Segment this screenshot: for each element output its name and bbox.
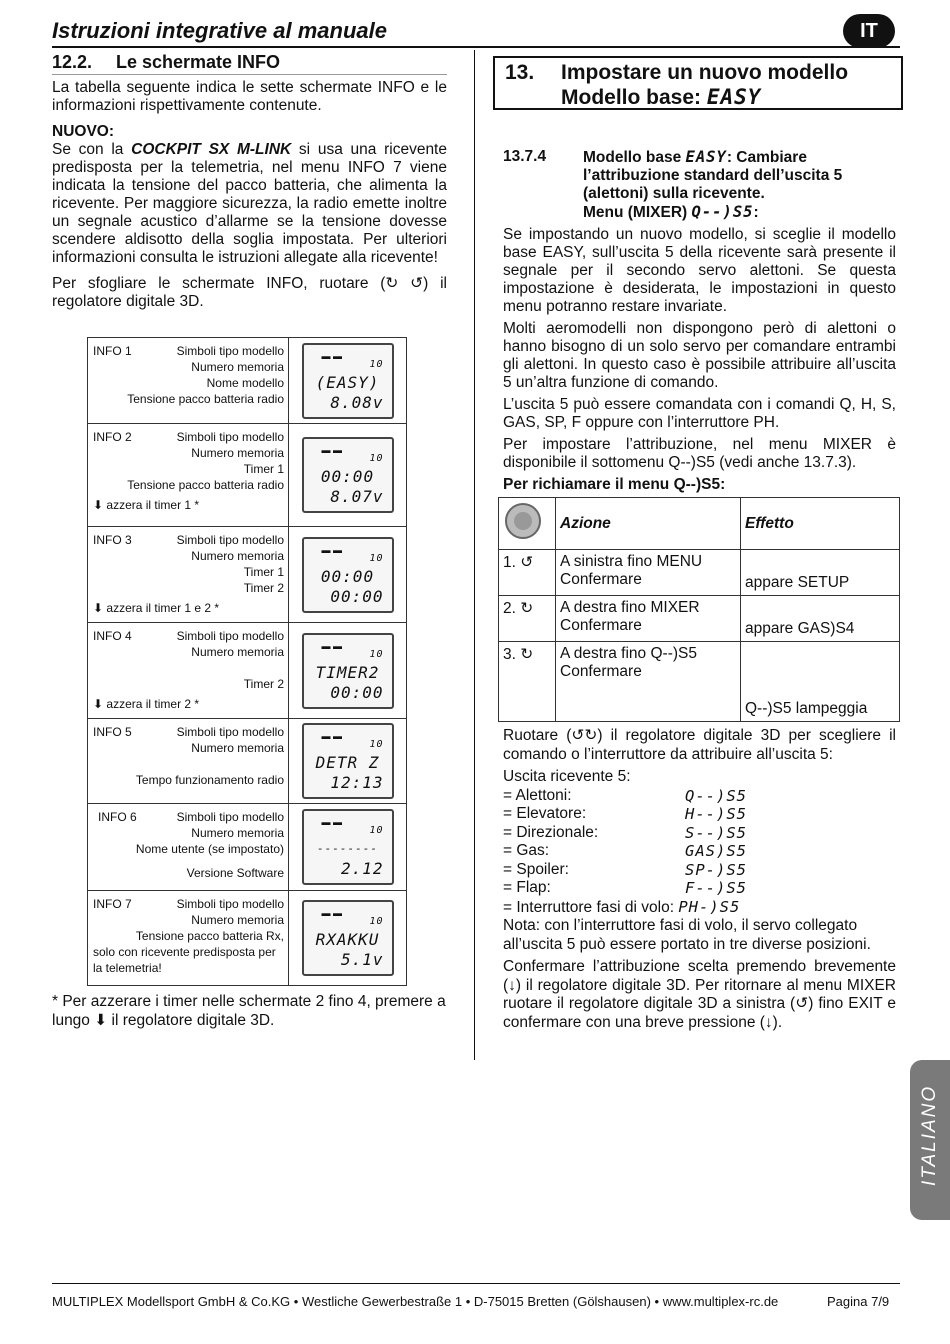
- intro-paragraph: La tabella seguente indica le sette schermate INFO e le informazioni rispettivamente contenute.: [52, 79, 447, 114]
- browse-paragraph: Per sfogliare le schermate INFO, ruotare (↻ ↺) il regolatore digitale 3D.: [52, 275, 447, 310]
- footer-rule: [52, 1283, 900, 1284]
- table-header-row: Azione Effetto: [499, 498, 900, 550]
- info-footnote: ⬇ azzera il timer 1 e 2 *: [93, 601, 220, 615]
- lcd-screen: ▬ ▬ 10 -------- 2.12: [302, 809, 394, 885]
- right-column: [503, 148, 896, 494]
- note-paragraph: Nota: con l’interruttore fasi di volo, il servo collegato all’uscita 5 può essere portato in tre diverse posizioni.: [503, 917, 871, 953]
- language-badge: IT: [843, 14, 895, 48]
- section-13-heading-box: 13. Impostare un nuovo modello Modello base: EASY: [493, 56, 903, 110]
- info-row: INFO 2 Simboli tipo modello Numero memoria Timer 1 Tensione pacco batteria radio ⬇ azzera il timer 1 * ▬ ▬ 10 00:00 8.07v: [88, 424, 406, 527]
- list-item: = Direzionale: S--)S5: [503, 823, 747, 842]
- menu-steps-table: [498, 497, 900, 722]
- side-tab-label: ITALIANO: [919, 1084, 940, 1186]
- info-tag: INFO 6: [98, 810, 137, 824]
- section-number: 12.2.: [52, 52, 93, 72]
- left-column: [52, 53, 447, 319]
- lcd-screen: ▬ ▬ 10 RXAKKU 5.1v: [302, 900, 394, 976]
- info-tag: INFO 3: [93, 533, 132, 547]
- section-12-2-heading: [52, 53, 447, 75]
- paragraph-3: L’uscita 5 può essere comandata con i comandi Q, H, S, GAS, SP, F oppure con l’interruttore PH.: [503, 396, 896, 431]
- output-label: Uscita ricevente 5:: [503, 768, 631, 785]
- info-row: INFO 6 Simboli tipo modello Numero memoria Nome utente (se impostato) Versione Software ▬ ▬ 10 -------- 2.12: [88, 804, 406, 891]
- table-row: 3. ↻ A destra fino Q--)S5 Confermare Q--)S5 lampeggia: [499, 642, 900, 722]
- list-item: = Spoiler: SP-)S5: [503, 860, 747, 879]
- info-tag: INFO 1: [93, 344, 132, 358]
- page-header-title: Istruzioni integrative al manuale: [52, 18, 387, 43]
- list-item: = Interruttore fasi di volo: PH-)S5: [503, 897, 741, 916]
- list-item: = Alettoni: Q--)S5: [503, 786, 747, 805]
- paragraph-5: Per richiamare il menu Q--)S5:: [503, 476, 726, 493]
- info-tag: INFO 5: [93, 725, 132, 739]
- lcd-screen: ▬ ▬ 10 DETR Z 12:13: [302, 723, 394, 799]
- table-row: 2. ↻ A destra fino MIXER Confermare appare GAS)S4: [499, 596, 900, 642]
- lcd-screen: ▬ ▬ 10 00:00 8.07v: [302, 437, 394, 513]
- nuovo-paragraph: Se con la COCKPIT SX M-LINK si usa una ricevente predisposta per la telemetria, nel menu INFO 7 viene indicata la tensione del pacco batteria, che alimenta la ricevente. Per maggiore sicurezza, la radio emette inoltre un segnale acustico d’allarme se la tensione dovesse scendere aldisotto della soglia impostata. Per ulteriori informazioni consulta le istruzioni allegate alla ricevente!: [52, 141, 447, 266]
- timer-reset-footnote: * Per azzerare i timer nelle schermate 2 fino 4, premere a lungo ⬇ il regolatore digitale 3D.: [52, 993, 446, 1029]
- subsection-13-7-4-heading: 13.7.4 Modello base EASY: Cambiare l’attribuzione standard dell’uscita 5 (alettoni) sulla ricevente. Menu (MIXER) Q--)S5:: [503, 148, 843, 221]
- nuovo-label: NUOVO:: [52, 123, 114, 140]
- page-number: Pagina 7/9: [827, 1294, 890, 1309]
- paragraph-2: Molti aeromodelli non dispongono però di alettoni o hanno bisogno di un solo servo per comandare entrambi gli alettoni. In questo caso è possibile attribuire all’uscita 5 un’altra funzione di comando.: [503, 320, 896, 391]
- list-item: = Elevatore: H--)S5: [503, 805, 747, 823]
- info-screens-table: [87, 337, 407, 986]
- footer-address: MULTIPLEX Modellsport GmbH & Co.KG • Westliche Gewerbestraße 1 • D-75015 Bretten (Gölshausen) • www.multiplex-rc.de: [52, 1294, 779, 1309]
- paragraph-1: Se impostando un nuovo modello, si sceglie il modello base EASY, sull’uscita 5 della ricevente sarà presente il segnale per il secondo servo alettoni. Se questa impostazione è desiderata, le impostazioni in questo menu potranno restare invariate.: [503, 226, 896, 315]
- info-footnote: ⬇ azzera il timer 1 *: [93, 498, 200, 512]
- info-row: INFO 4 Simboli tipo modello Numero memoria Timer 2 ⬇ azzera il timer 2 * ▬ ▬ 10 TIMER2 00:00: [88, 623, 406, 719]
- dial-icon: [499, 498, 556, 550]
- info-row: INFO 7 Simboli tipo modello Numero memoria Tensione pacco batteria Rx, solo con ricevente predisposta per la telemetria! ▬ ▬ 10 RXAKKU 5.1v: [88, 891, 406, 985]
- section-title: Le schermate INFO: [116, 52, 281, 72]
- column-divider: [474, 50, 475, 1060]
- info-tag: INFO 4: [93, 629, 132, 643]
- info-row: INFO 5 Simboli tipo modello Numero memoria Tempo funzionamento radio ▬ ▬ 10 DETR Z 12:13: [88, 719, 406, 804]
- lcd-screen: ▬ ▬ 10 00:00 00:00: [302, 537, 394, 613]
- confirm-paragraph: Confermare l’attribuzione scelta premendo brevemente (↓) il regolatore digitale 3D. Per ritornare al menu MIXER ruotare il regolatore digitale 3D a sinistra (↺) fino EXIT e confermare con una breve pressione (↓).: [503, 958, 896, 1031]
- info-tag: INFO 2: [93, 430, 132, 444]
- lcd-text: EASY: [706, 85, 762, 109]
- lcd-screen: ▬ ▬ 10 (EASY) 8.08v: [302, 343, 394, 419]
- info-row: INFO 1 Simboli tipo modello Numero memoria Nome modello Tensione pacco batteria radio ▬ ▬ 10 (EASY) 8.08v: [88, 338, 406, 424]
- product-name: COCKPIT SX M-LINK: [131, 141, 292, 158]
- lcd-screen: ▬ ▬ 10 TIMER2 00:00: [302, 633, 394, 709]
- paragraph-4: Per impostare l’attribuzione, nel menu MIXER è disponibile il sottomenu Q--)S5 (vedi anche 13.7.3).: [503, 436, 896, 471]
- output-assignment-section: [503, 727, 896, 1040]
- info-tag: INFO 7: [93, 897, 132, 911]
- rotate-paragraph: Ruotare (↺↻) il regolatore digitale 3D per scegliere il comando o l’interruttore da attribuire all’uscita 5:: [503, 727, 896, 763]
- list-item: = Flap: F--)S5: [503, 879, 747, 897]
- info-row: INFO 3 Simboli tipo modello Numero memoria Timer 1 Timer 2 ⬇ azzera il timer 1 e 2 * ▬ ▬ 10 00:00 00:00: [88, 527, 406, 623]
- info-footnote: ⬇ azzera il timer 2 *: [93, 697, 200, 711]
- list-item: = Gas: GAS)S5: [503, 842, 747, 860]
- header-rule: [52, 46, 900, 48]
- table-row: 1. ↺ A sinistra fino MENU Confermare appare SETUP: [499, 550, 900, 596]
